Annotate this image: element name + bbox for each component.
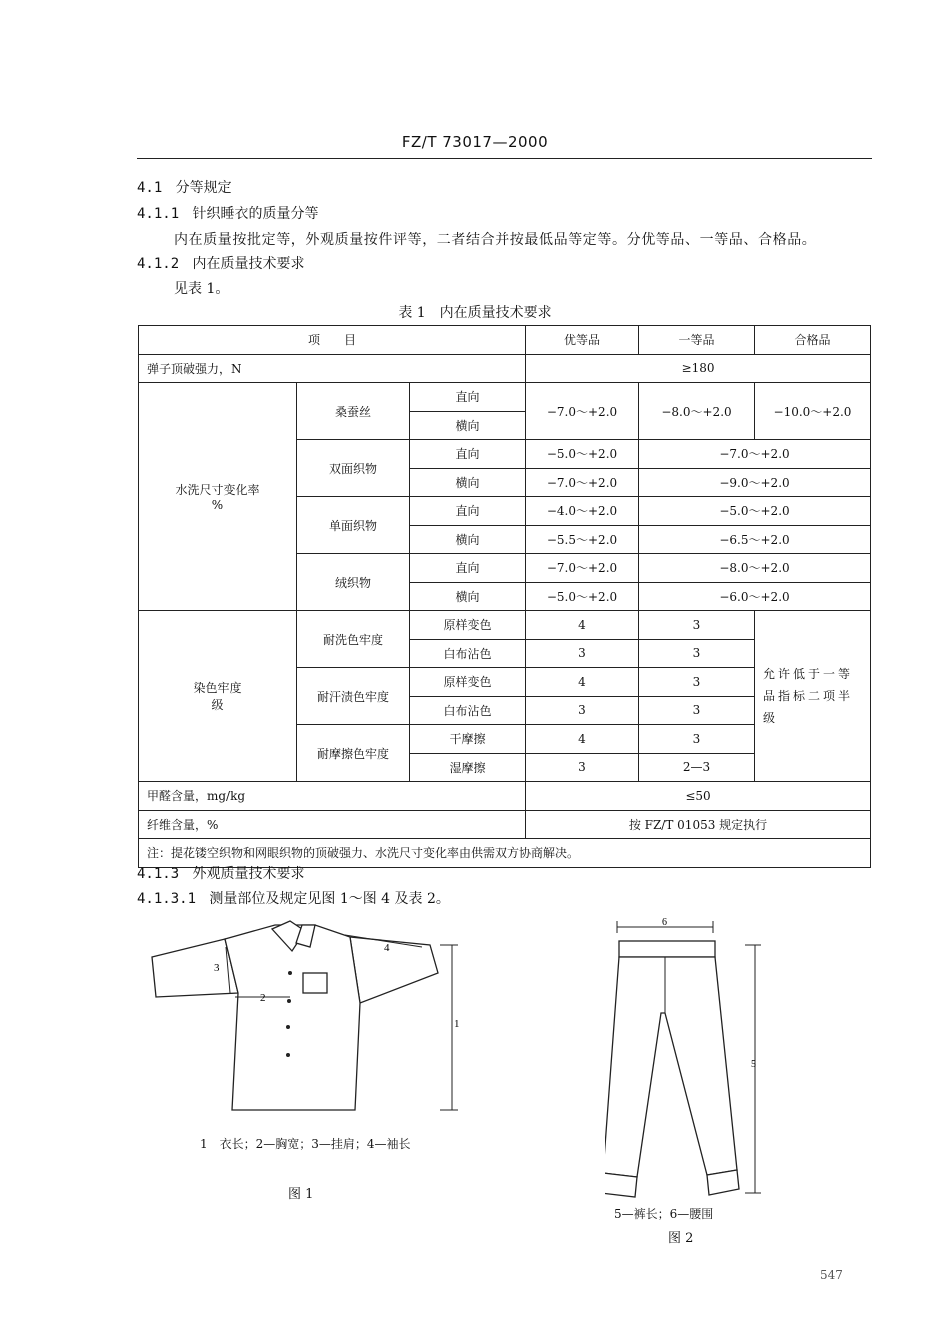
section-4-1-3-1 [137, 888, 450, 908]
waistband [619, 941, 715, 957]
left-sleeve [152, 939, 238, 997]
header-item: 项 目 [139, 326, 526, 355]
direction-warp: 直向 [410, 383, 526, 412]
formaldehyde-label: 甲醛含量，mg/kg [139, 782, 526, 811]
velvet-warp-superior: −7.0～+2.0 [526, 554, 639, 583]
standard-header: FZ/T 73017—2000 [401, 133, 549, 151]
table-note: 注：提花镂空织物和网眼织物的顶破强力、水洗尺寸变化率由供需双方协商解决。 [139, 839, 871, 868]
bursting-value: ≥180 [526, 354, 871, 383]
section-number: 4.1.3 [137, 866, 180, 882]
direction-warp: 直向 [410, 440, 526, 469]
sweat-r2-superior: 3 [526, 696, 639, 725]
wash-r1-superior: 4 [526, 611, 639, 640]
sweat-r1-first: 3 [639, 668, 755, 697]
double-weft-superior: −7.0～+2.0 [526, 468, 639, 497]
section-4-1-1 [137, 203, 319, 223]
wash-r1: 原样变色 [410, 611, 526, 640]
section-number: 4.1.1 [137, 206, 180, 222]
section-title: 分等规定 [175, 180, 232, 196]
double-warp-superior: −5.0～+2.0 [526, 440, 639, 469]
velvet-warp-other: −8.0～+2.0 [639, 554, 871, 583]
right-sleeve [350, 937, 438, 1003]
section-number: 4.1.2 [137, 256, 180, 272]
direction-warp: 直向 [410, 497, 526, 526]
table-header-row [139, 326, 871, 355]
double-weft-other: −9.0～+2.0 [639, 468, 871, 497]
wash-r1-first: 3 [639, 611, 755, 640]
dim-label-2: 2 [260, 992, 266, 1004]
header-grade-superior: 优等品 [526, 326, 639, 355]
sweat-r2: 白布沾色 [410, 696, 526, 725]
silk-qualified: −10.0～+2.0 [755, 383, 871, 440]
rub-r2-first: 2—3 [639, 753, 755, 782]
colorfastness-unit: 级 [211, 698, 224, 712]
sweat-r1-superior: 4 [526, 668, 639, 697]
single-warp-other: −5.0～+2.0 [639, 497, 871, 526]
sweat-r1: 原样变色 [410, 668, 526, 697]
section-4-1-2-text: 见表 1。 [174, 281, 230, 297]
page-number: 547 [820, 1268, 843, 1282]
right-cuff [707, 1170, 739, 1195]
wash-r2-first: 3 [639, 639, 755, 668]
section-4-1-3 [137, 863, 305, 883]
table-row [139, 810, 871, 839]
wash-fastness: 耐洗色牢度 [297, 611, 410, 668]
double-warp-other: −7.0～+2.0 [639, 440, 871, 469]
single-warp-superior: −4.0～+2.0 [526, 497, 639, 526]
table-caption: 表 1 内在质量技术要求 [398, 305, 552, 321]
fabric-velvet: 绒织物 [297, 554, 410, 611]
direction-weft: 横向 [410, 468, 526, 497]
fabric-silk: 桑蚕丝 [297, 383, 410, 440]
shrinkage-label [139, 383, 297, 611]
figure-1-legend: 1 衣长；2—胸宽；3—挂肩；4—袖长 [200, 1137, 411, 1151]
dim-label-4: 4 [384, 942, 390, 954]
figure-2-caption: 图 2 [668, 1231, 694, 1246]
rub-r2-superior: 3 [526, 753, 639, 782]
figure-2-legend: 5—裤长；6—腰围 [614, 1207, 714, 1221]
sweat-r2-first: 3 [639, 696, 755, 725]
dim-label-3: 3 [214, 962, 220, 974]
button [286, 1053, 290, 1057]
formaldehyde-value: ≤50 [526, 782, 871, 811]
section-title: 针织睡衣的质量分等 [192, 206, 319, 222]
wash-r2: 白布沾色 [410, 639, 526, 668]
direction-weft: 横向 [410, 582, 526, 611]
figure-1-shirt-diagram [140, 915, 480, 1130]
colorfastness-title: 染色牢度 [193, 681, 242, 695]
dim-label-6: 6 [662, 917, 667, 928]
section-number: 4.1 [137, 180, 163, 196]
rub-r1-superior: 4 [526, 725, 639, 754]
sweat-fastness: 耐汗渍色牢度 [297, 668, 410, 725]
button [288, 971, 292, 975]
velvet-weft-other: −6.0～+2.0 [639, 582, 871, 611]
fiber-label: 纤维含量，% [139, 810, 526, 839]
header-rule [137, 158, 872, 159]
quality-table [138, 325, 871, 868]
rub-fastness: 耐摩擦色牢度 [297, 725, 410, 782]
section-4-1-2 [137, 253, 305, 273]
shirt-body [225, 925, 360, 1110]
table-row [139, 383, 871, 412]
section-4-1 [137, 177, 232, 197]
silk-first: −8.0～+2.0 [639, 383, 755, 440]
direction-weft: 横向 [410, 411, 526, 440]
table-row [139, 354, 871, 383]
direction-warp: 直向 [410, 554, 526, 583]
dim-label-5: 5 [751, 1059, 756, 1070]
table-row [139, 611, 871, 640]
section-number: 4.1.3.1 [137, 891, 197, 907]
figure-1-caption: 图 1 [288, 1187, 314, 1202]
header-grade-qualified: 合格品 [755, 326, 871, 355]
fabric-single: 单面织物 [297, 497, 410, 554]
section-4-1-1-text: 内在质量按批定等，外观质量按件评等，二者结合并按最低品等定等。分优等品、一等品、合格品。 [174, 232, 817, 248]
header-grade-first: 一等品 [639, 326, 755, 355]
rub-r1-first: 3 [639, 725, 755, 754]
shrinkage-unit: % [211, 498, 224, 512]
section-title: 内在质量技术要求 [192, 256, 305, 272]
direction-weft: 横向 [410, 525, 526, 554]
dim-label-1: 1 [454, 1018, 460, 1030]
single-weft-other: −6.5～+2.0 [639, 525, 871, 554]
pants-body [605, 957, 737, 1177]
colorfastness-label [139, 611, 297, 782]
section-title: 外观质量技术要求 [192, 866, 305, 882]
table-row [139, 782, 871, 811]
figure-2-pants-diagram [605, 915, 775, 1205]
chest-pocket [303, 973, 327, 993]
rub-r1: 干摩擦 [410, 725, 526, 754]
single-weft-superior: −5.5～+2.0 [526, 525, 639, 554]
qualified-note: 允许低于一等品指标二项半级 [755, 611, 871, 782]
wash-r2-superior: 3 [526, 639, 639, 668]
rub-r2: 湿摩擦 [410, 753, 526, 782]
silk-superior: −7.0～+2.0 [526, 383, 639, 440]
shrinkage-title: 水洗尺寸变化率 [175, 483, 260, 497]
fabric-double: 双面织物 [297, 440, 410, 497]
velvet-weft-superior: −5.0～+2.0 [526, 582, 639, 611]
bursting-label: 弹子顶破强力，N [139, 354, 526, 383]
button [286, 1025, 290, 1029]
button [287, 999, 291, 1003]
fiber-value: 按 FZ/T 01053 规定执行 [526, 810, 871, 839]
left-cuff [605, 1173, 637, 1197]
section-title: 测量部位及规定见图 1～图 4 及表 2。 [209, 891, 450, 907]
